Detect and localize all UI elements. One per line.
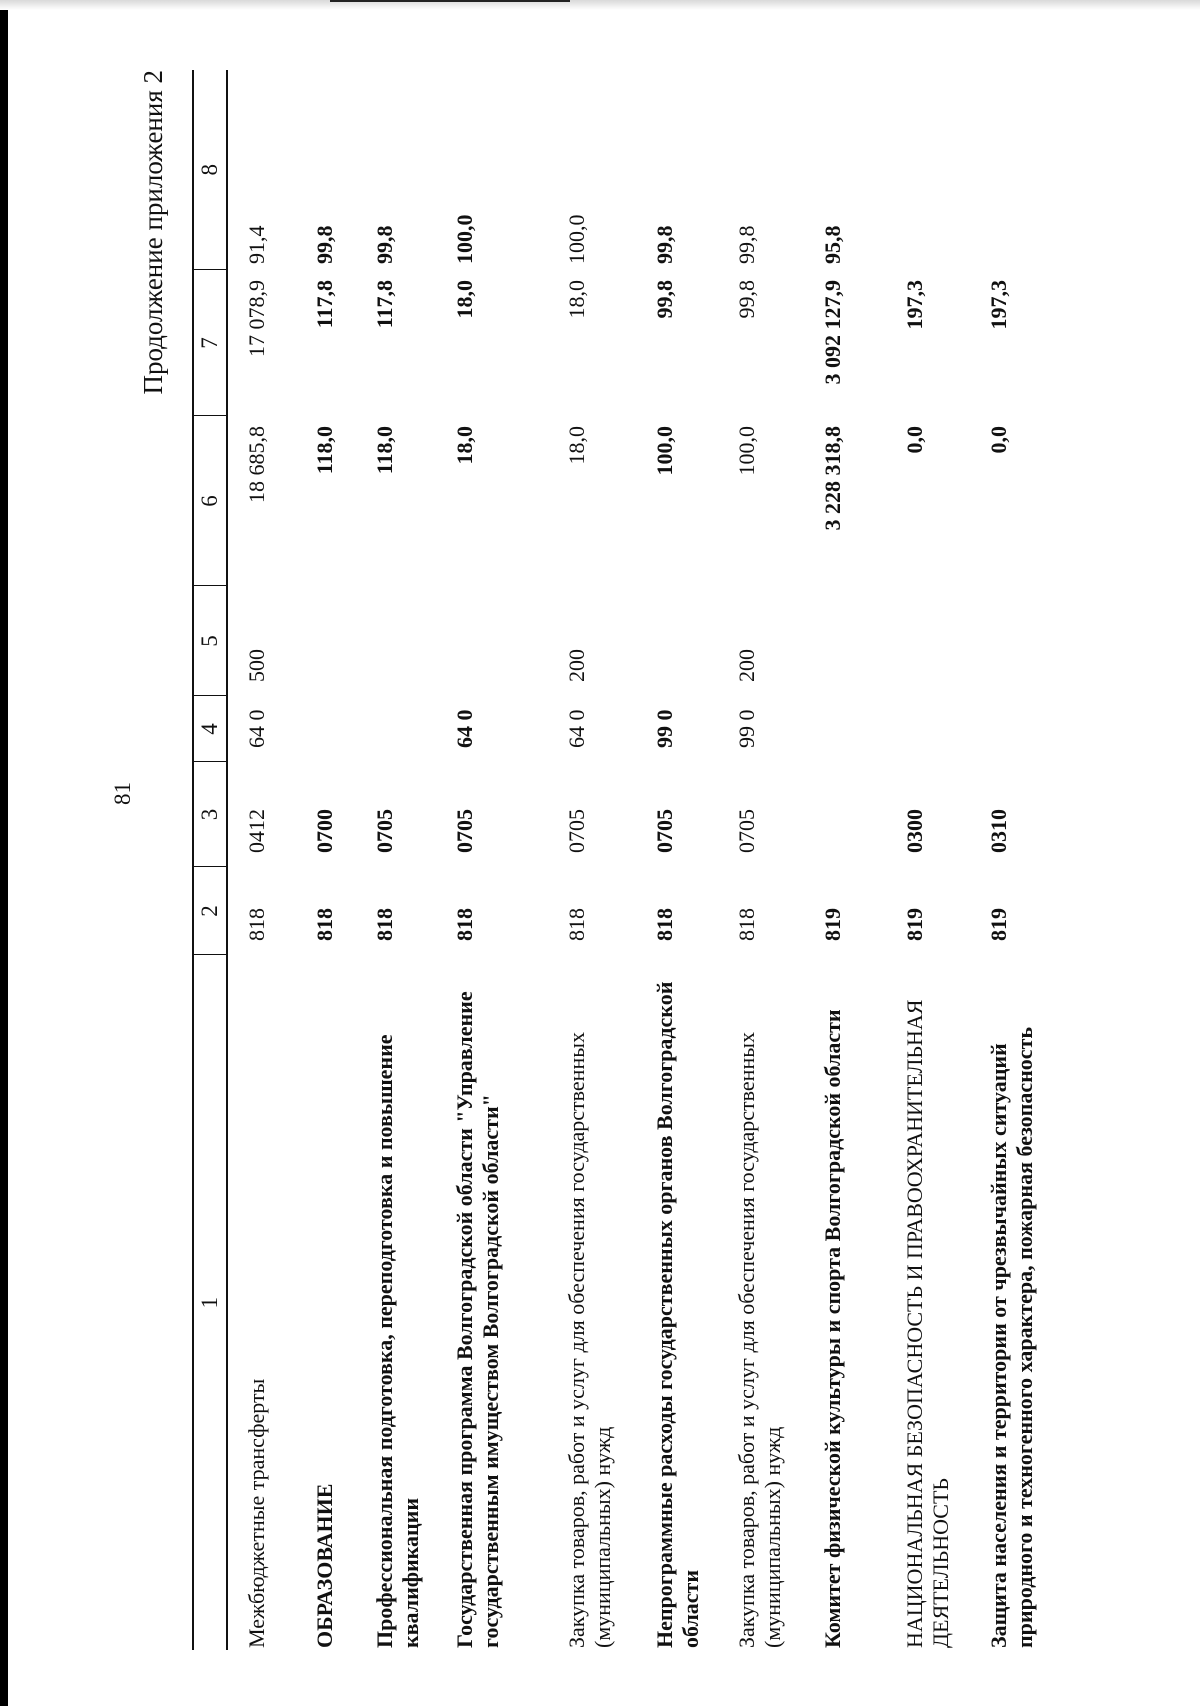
- row-code-section: 0300: [902, 809, 927, 853]
- row-code-expense-type: 200: [564, 649, 589, 682]
- table-row: [227, 70, 312, 1650]
- row-percent: 91,4: [244, 225, 269, 264]
- table-row: [564, 70, 652, 1650]
- row-planned: 0,0: [986, 426, 1011, 454]
- table-header-row: [193, 70, 227, 1650]
- row-planned: 18 685,8: [244, 426, 269, 503]
- row-percent: 95,8: [820, 225, 845, 264]
- document-page: [110, 70, 1037, 1650]
- row-code-program: [986, 696, 1076, 762]
- row-executed: 17 078,9: [244, 280, 269, 357]
- table-row: [652, 70, 734, 1650]
- table-row: [902, 70, 986, 1650]
- row-code-ministry: 818: [734, 908, 759, 941]
- continuation-label: Продолжение приложения 2: [138, 70, 168, 395]
- column-header-6: 6: [193, 416, 227, 586]
- row-name: Закупка товаров, работ и услуг для обеспечения государственных (муниципальных) нужд: [734, 1031, 785, 1648]
- row-code-expense-type: 500: [244, 649, 269, 682]
- row-code-ministry: 818: [312, 908, 337, 941]
- row-executed: 18,0: [452, 280, 477, 319]
- column-header-7: 7: [193, 270, 227, 416]
- row-code-program: [820, 696, 902, 762]
- row-code-section: 0705: [452, 809, 477, 853]
- row-percent: 99,8: [734, 225, 759, 264]
- row-code-expense-type: [820, 586, 902, 696]
- row-planned: 100,0: [652, 426, 677, 476]
- column-header-2: 2: [193, 867, 227, 955]
- row-name: Закупка товаров, работ и услуг для обеспечения государственных (муниципальных) нужд: [564, 1031, 615, 1648]
- row-executed: 117,8: [312, 280, 337, 329]
- row-code-program: 99 0: [734, 709, 759, 748]
- table-row: [312, 70, 372, 1650]
- row-name: Непрограммные расходы государственных органов Волгоградской области: [652, 981, 703, 1648]
- scan-mark-top: [330, 0, 570, 2]
- row-code-section: 0705: [372, 809, 397, 853]
- row-code-section: 0705: [734, 809, 759, 853]
- row-code-section: [820, 762, 902, 867]
- row-code-expense-type: [452, 586, 564, 696]
- row-code-program: 64 0: [244, 709, 269, 748]
- table-row: [734, 70, 820, 1650]
- row-code-ministry: 819: [986, 908, 1011, 941]
- row-planned: 0,0: [902, 426, 927, 454]
- row-name: Межбюджетные трансферты: [244, 1378, 269, 1648]
- row-code-expense-type: [902, 586, 986, 696]
- row-executed: 197,3: [902, 280, 927, 330]
- row-executed: 99,8: [652, 280, 677, 319]
- row-planned: 3 228 318,8: [820, 426, 845, 531]
- row-percent: [986, 70, 1076, 270]
- row-percent: 100,0: [452, 214, 477, 264]
- row-name: Комитет физической культуры и спорта Волгоградской области: [820, 1009, 845, 1648]
- row-planned: 18,0: [564, 426, 589, 465]
- scan-edge-top: [0, 0, 1200, 10]
- row-code-ministry: 818: [372, 908, 397, 941]
- row-code-ministry: 818: [652, 908, 677, 941]
- row-code-section: 0705: [652, 809, 677, 853]
- row-planned: 100,0: [734, 426, 759, 476]
- row-planned: 118,0: [372, 426, 397, 475]
- row-code-expense-type: [372, 586, 452, 696]
- row-executed: 197,3: [986, 280, 1011, 330]
- row-planned: 118,0: [312, 426, 337, 475]
- column-header-8: 8: [193, 70, 227, 270]
- table-row: [372, 70, 452, 1650]
- row-percent: 99,8: [372, 225, 397, 264]
- row-code-expense-type: 200: [734, 649, 759, 682]
- row-percent: 100,0: [564, 214, 589, 264]
- table-row: [986, 70, 1076, 1650]
- budget-table-wrapper: [192, 70, 1076, 1650]
- row-code-ministry: 819: [902, 908, 927, 941]
- row-code-section: 0310: [986, 809, 1011, 853]
- row-name: Защита населения и территории от чрезвычайных ситуаций природного и техногенного характера, пожарная безопасность: [986, 1026, 1037, 1648]
- column-header-5: 5: [193, 586, 227, 696]
- row-executed: 99,8: [734, 280, 759, 319]
- row-code-expense-type: [652, 586, 734, 696]
- row-code-program: [902, 696, 986, 762]
- row-code-ministry: 818: [452, 908, 477, 941]
- column-header-4: 4: [193, 696, 227, 762]
- row-executed: 3 092 127,9: [820, 280, 845, 385]
- row-code-program: 64 0: [452, 709, 477, 748]
- scan-edge-left: [0, 0, 8, 1706]
- table-row: [820, 70, 902, 1650]
- row-code-program: [372, 696, 452, 762]
- row-code-program: 64 0: [564, 709, 589, 748]
- row-executed: 117,8: [372, 280, 397, 329]
- row-code-section: 0705: [564, 809, 589, 853]
- row-code-section: 0700: [312, 809, 337, 853]
- row-name: Профессиональная подготовка, переподготовка и повышение квалификации: [372, 1034, 423, 1648]
- row-percent: 99,8: [312, 225, 337, 264]
- row-planned: 18,0: [452, 426, 477, 465]
- row-name: ОБРАЗОВАНИЕ: [312, 1483, 337, 1648]
- row-code-ministry: 818: [244, 908, 269, 941]
- page-number: 81: [110, 782, 135, 805]
- row-code-ministry: 818: [564, 908, 589, 941]
- row-percent: 99,8: [652, 225, 677, 264]
- row-name: НАЦИОНАЛЬНАЯ БЕЗОПАСНОСТЬ И ПРАВООХРАНИТЕЛЬНАЯ ДЕЯТЕЛЬНОСТЬ: [902, 999, 953, 1648]
- row-code-program: 99 0: [652, 709, 677, 748]
- row-name: Государственная программа Волгоградской области "Управление государственным имуществом Волгоградской области": [452, 991, 503, 1648]
- table-row: [452, 70, 564, 1650]
- row-code-section: 0412: [244, 809, 269, 853]
- budget-table: [192, 70, 1076, 1650]
- row-percent: [902, 70, 986, 270]
- column-header-3: 3: [193, 762, 227, 867]
- row-executed: 18,0: [564, 280, 589, 319]
- row-code-ministry: 819: [820, 908, 845, 941]
- row-code-expense-type: [986, 586, 1076, 696]
- row-code-program: [312, 696, 372, 762]
- row-code-expense-type: [312, 586, 372, 696]
- column-header-1: 1: [193, 955, 227, 1650]
